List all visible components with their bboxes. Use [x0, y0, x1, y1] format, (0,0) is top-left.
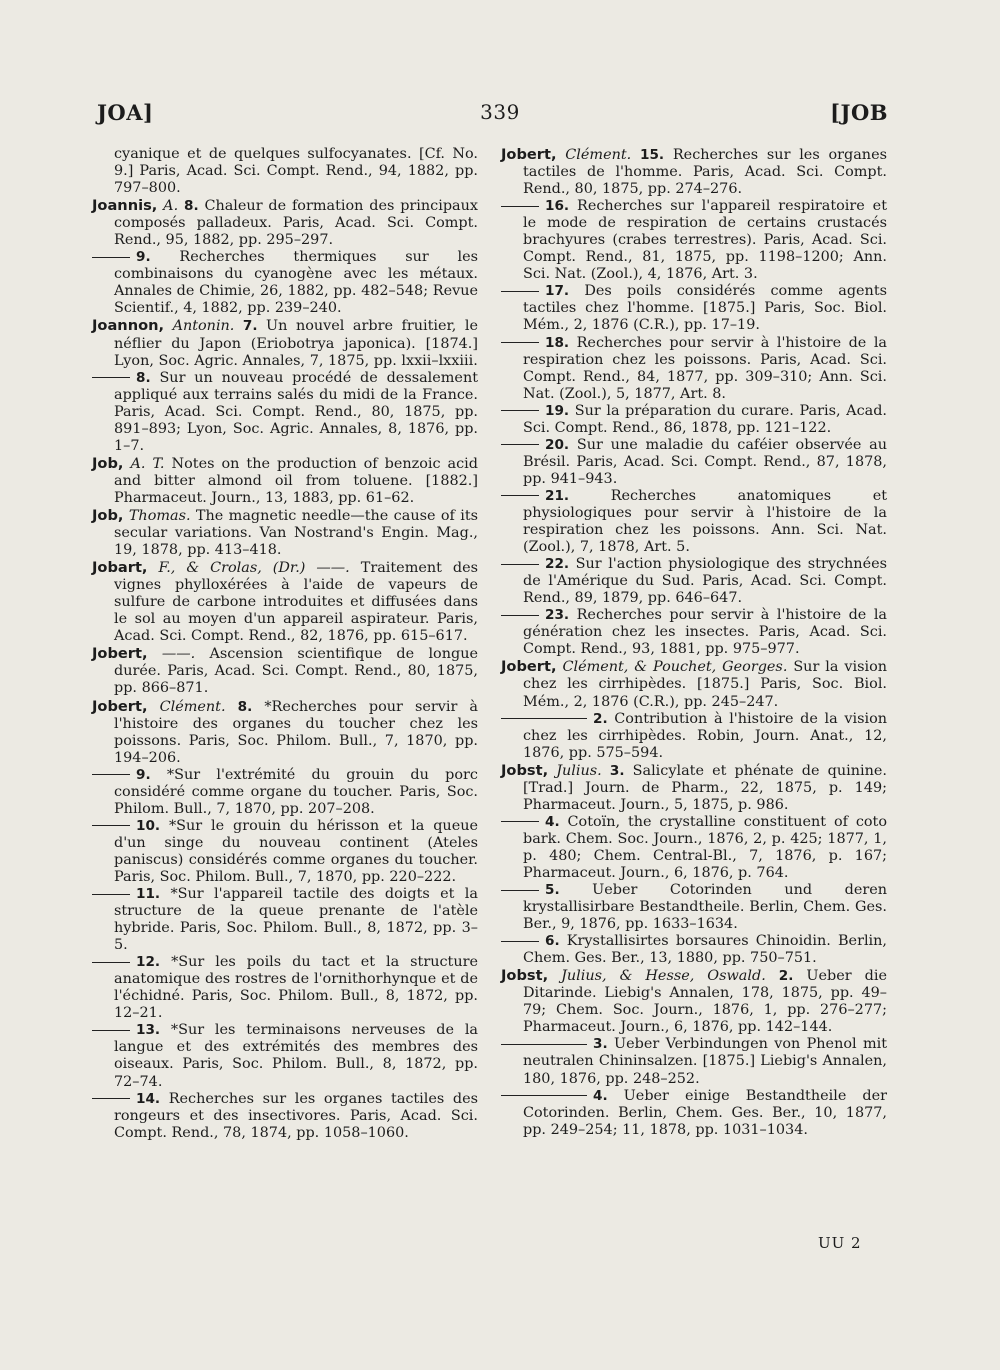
entry-text: Cotoïn, the crystalline constituent of coto bark. Chem. Soc. Journ., 1876, 2, p. 425; 1877, 1, p. 480; Chem. Central-Bl., 7, 1876, p. 167; Pharmaceut. Journ., 6, 1876, p. 764.	[523, 813, 887, 881]
entry-text: Salicylate et phénate de quinine. [Trad.] Journ. de Pharm., 22, 1875, p. 149; Pharmaceut. Journ., 5, 1875, p. 986.	[523, 762, 887, 813]
entry-number: 6.	[545, 933, 560, 950]
author-name: Jobert,	[92, 645, 148, 663]
bibliography-entry	[92, 818, 478, 886]
entry-number: 8.	[136, 369, 151, 386]
entry-number: 10.	[136, 817, 161, 834]
author-name: Job,	[92, 454, 124, 472]
entry-text: cyanique et de quelques sulfocyanates. [Cf. No. 9.] Paris, Acad. Sci. Compt. Rend., 94, 1882, pp. 797–800.	[114, 146, 478, 197]
entry-text: Krystallisirtes borsaures Chinoidin. Berlin, Chem. Ges. Ber., 13, 1880, pp. 750–751.	[523, 933, 888, 967]
entry-text: Chaleur de formation des principaux composés palladeux. Paris, Acad. Sci. Compt. Rend., 95, 1882, pp. 295–297.	[114, 198, 478, 249]
entry-text: Recherches pour servir à l'histoire de la génération chez les insectes. Paris, Acad. Sci. Compt. Rend., 93, 1881, pp. 975–977.	[523, 607, 887, 658]
entry-number: 12.	[136, 954, 161, 971]
entry-number: 14.	[136, 1090, 161, 1107]
entry-number: 7.	[242, 318, 258, 335]
bibliography-entry	[501, 762, 887, 814]
author-name: Joannis,	[92, 197, 158, 215]
running-head-left: JOA]	[97, 100, 154, 125]
entry-text: Sur la préparation du curare. Paris, Acad. Sci. Compt. Rend., 86, 1878, pp. 121–122.	[523, 402, 888, 436]
entry-text: Sur l'action physiologique des strychnées de l'Amérique du Sud. Paris, Acad. Sci. Compt. Rend., 89, 1879, pp. 646–647.	[523, 556, 887, 607]
repeat-author-dash	[501, 1095, 587, 1096]
entry-number: 21.	[545, 487, 570, 504]
repeat-author-dash	[501, 941, 539, 942]
repeat-author-dash	[92, 1098, 130, 1099]
entry-text: Ueber die Ditarinde. Liebig's Annalen, 178, 1875, pp. 49–79; Chem. Soc. Journ., 1876, 1, pp. 276–277; Pharmaceut. Journ., 6, 1876, pp. 142–144.	[523, 968, 887, 1036]
entry-text: Un nouvel arbre fruitier, le néflier du Japon (Eriobotrya japonica). [1874.] Lyon, Soc. Agric. Annales, 7, 1875, pp. lxxii–lxxiii.	[114, 318, 478, 369]
repeat-author-dash	[501, 890, 539, 891]
entry-text: Sur la vision chez les cirrhipèdes. [1875.] Paris, Soc. Biol. Mém., 2, 1876 (C.R.), pp. 245–247.	[523, 659, 887, 710]
entry-text: Sur un nouveau procédé de dessalement appliqué aux terrains salés du midi de la France. Paris, Acad. Sci. Compt. Rend., 80, 1875, pp. 891–893; Lyon, Soc. Agric. Annales, 8, 1876, pp. 1–7.	[114, 369, 478, 454]
entry-text: Recherches sur les organes tactiles des rongeurs et des insectivores. Paris, Acad. Sci. Compt. Rend., 78, 1874, pp. 1058–1060.	[114, 1090, 478, 1141]
entry-number: 3.	[593, 1036, 608, 1053]
bibliography-entry	[92, 645, 478, 697]
author-name: Jobst,	[501, 761, 549, 779]
repeat-author-dash	[92, 257, 130, 258]
repeat-author-dash	[501, 615, 539, 616]
repeat-author-dash	[92, 774, 130, 775]
entry-text: Sur une maladie du caféier observée au Brésil. Paris, Acad. Sci. Compt. Rend., 87, 1878, pp. 941–943.	[523, 436, 888, 487]
bibliography-entry	[92, 767, 478, 818]
entry-text: Des poils considérés comme agents tactiles chez l'homme. [1875.] Paris, Soc. Biol. Mém., 2, 1876 (C.R.), pp. 17–19.	[523, 283, 887, 334]
repeat-author-dash	[501, 718, 587, 719]
entry-text: Recherches pour servir à l'histoire de la respiration chez les poissons. Paris, Acad. Sci. Compt. Rend., 84, 1877, pp. 309–310; Ann. Sci. Nat. (Zool.), 5, 1877, Art. 8.	[523, 334, 887, 402]
bibliography-entry	[92, 455, 478, 507]
entry-number: 5.	[545, 882, 560, 899]
entry-number: 18.	[545, 334, 570, 351]
bibliography-entry	[501, 711, 887, 762]
author-name: Jobert,	[92, 697, 148, 715]
page-number: 339	[480, 100, 520, 124]
bibliography-entry	[92, 559, 478, 645]
entry-text: Ueber Verbindungen von Phenol mit neutralen Chininsalzen. [1875.] Liebig's Annalen, 180, 1876, pp. 248–252.	[523, 1036, 887, 1087]
bibliography-entry	[501, 437, 887, 488]
signature-mark: UU 2	[818, 1234, 862, 1252]
bibliography-entry	[501, 607, 887, 658]
bibliography-entry	[92, 249, 478, 317]
bibliography-entry	[501, 658, 887, 710]
bibliography-entry	[501, 403, 887, 437]
entry-text: Ascension scientifique de longue durée. Paris, Acad. Sci. Compt. Rend., 80, 1875, pp. 866–871.	[114, 646, 478, 697]
bibliography-entry	[92, 197, 478, 249]
entry-number: 15.	[639, 147, 665, 163]
author-given-name: F., & Crolas, (Dr.) ——.	[158, 560, 350, 577]
repeat-author-dash	[501, 291, 539, 292]
bibliography-entry	[501, 1088, 887, 1139]
author-name: Jobert,	[501, 658, 557, 676]
entry-number: 3.	[609, 762, 625, 779]
entry-text: Contribution à l'histoire de la vision chez les cirrhipèdes. Robin, Journ. Anat., 12, 1876, pp. 575–594.	[523, 710, 888, 761]
repeat-author-dash	[501, 1044, 587, 1045]
entry-number: 13.	[136, 1022, 161, 1039]
author-given-name: Julius.	[556, 762, 602, 779]
entry-text: Ueber einige Bestandtheile der Cotorinden. Berlin, Chem. Ges. Ber., 10, 1877, pp. 249–254; 11, 1878, pp. 1031–1034.	[523, 1087, 887, 1138]
repeat-author-dash	[92, 1030, 130, 1031]
entry-number: 4.	[545, 813, 560, 830]
entry-text: Traitement des vignes phylloxérées à l'aide de vapeurs de sulfure de carbone introduites et diffusées dans le sol au moyen d'un appareil aspirateur. Paris, Acad. Sci. Compt. Rend., 82, 1876, pp. 615–617.	[114, 560, 478, 645]
author-name: Jobart,	[92, 559, 148, 577]
entry-text: The magnetic needle—the cause of its secular variations. Van Nostrand's Engin. Mag., 19, 1878, pp. 413–418.	[114, 507, 478, 559]
author-given-name: Clément, & Pouchet, Georges.	[562, 659, 788, 676]
entry-number: 19.	[545, 402, 570, 419]
entry-text: Recherches anatomiques et physiologiques pour servir à l'histoire de la respiration chez les poissons. Ann. Sci. Nat. (Zool.), 7, 1878, Art. 5.	[523, 487, 888, 556]
bibliography-entry	[92, 1022, 478, 1090]
bibliography-entry	[501, 488, 887, 556]
bibliography-entry	[501, 198, 887, 283]
bibliography-entry	[501, 967, 887, 1036]
entry-number: 2.	[593, 710, 608, 727]
author-name: Jobst,	[501, 967, 549, 985]
entry-number: 22.	[545, 556, 570, 573]
entry-number: 17.	[545, 283, 570, 300]
bibliography-entry	[501, 335, 887, 403]
entry-number: 9.	[136, 766, 151, 783]
left-column	[92, 146, 478, 1142]
repeat-author-dash	[92, 825, 130, 826]
bibliography-entry	[92, 507, 478, 559]
bibliography-entry	[501, 146, 887, 198]
repeat-author-dash	[501, 564, 539, 565]
bibliography-entry	[92, 1091, 478, 1142]
entry-text: *Sur l'extrémité du grouin du porc considéré comme organe du toucher. Paris, Soc. Philom. Bull., 7, 1870, pp. 207–208.	[114, 766, 478, 817]
entry-text: *Sur l'appareil tactile des doigts et la structure de la queue prenante de l'atèle hybride. Paris, Soc. Philom. Bull., 8, 1872, pp. 3–5.	[114, 886, 478, 954]
repeat-author-dash	[501, 444, 539, 445]
bibliography-entry	[501, 556, 887, 607]
entry-text: Ueber Cotorinden und deren krystallisirbare Bestandtheile. Berlin, Chem. Ges. Ber., 9, 1876, pp. 1633–1634.	[523, 882, 887, 933]
bibliography-entry	[501, 933, 887, 967]
bibliography-entry	[501, 283, 887, 334]
entry-text: *Sur les poils du tact et la structure anatomique des rostres de l'ornithorhynque et de l'échidné. Paris, Soc. Philom. Bull., 8, 1872, pp. 12–21.	[114, 954, 478, 1022]
bibliography-entry	[501, 814, 887, 882]
repeat-author-dash	[501, 206, 539, 207]
entry-text: Recherches thermiques sur les combinaisons du cyanogène avec les métaux. Annales de Chimie, 26, 1882, pp. 482–548; Revue Scientif., 4, 1882, pp. 239–240.	[114, 249, 479, 317]
repeat-author-dash	[92, 377, 130, 378]
author-name: Job,	[92, 506, 124, 524]
entry-number: 11.	[136, 886, 161, 903]
author-given-name: Clément.	[159, 698, 226, 715]
bibliography-entry	[92, 317, 478, 369]
bibliography-entry	[92, 954, 478, 1022]
entry-text: Recherches sur les organes tactiles de l'homme. Paris, Acad. Sci. Compt. Rend., 80, 1875, pp. 274–276.	[523, 147, 887, 198]
author-given-name: Antonin.	[172, 318, 235, 335]
entry-text: Notes on the production of benzoic acid and bitter almond oil from toluene. [1882.] Pharmaceut. Journ., 13, 1883, pp. 61–62.	[114, 455, 478, 506]
entry-text: *Recherches pour servir à l'histoire des organes du toucher chez les poissons. Paris, Soc. Philom. Bull., 7, 1870, pp. 194–206.	[114, 698, 479, 766]
bibliography-entry	[92, 370, 478, 455]
repeat-author-dash	[501, 410, 539, 411]
entry-number: 8.	[183, 198, 199, 215]
author-given-name: ——.	[161, 646, 196, 663]
author-given-name: Julius, & Hesse, Oswald.	[561, 968, 766, 985]
bibliography-entry	[92, 886, 478, 954]
author-name: Joannon,	[92, 317, 165, 335]
running-head-right: [JOB	[830, 100, 888, 125]
right-column	[501, 146, 887, 1139]
entry-number: 23.	[545, 607, 570, 624]
entry-number: 2.	[778, 968, 794, 985]
entry-text: Recherches sur l'appareil respiratoire et le mode de respiration de certains crustacés brachyures (crabes terrestres). Paris, Acad. Sci. Compt. Rend., 81, 1875, pp. 1198–1200; Ann. Sci. Nat. (Zool.), 4, 1876, Art. 3.	[523, 198, 887, 283]
author-given-name: A.	[163, 198, 179, 215]
bibliography-entry	[92, 146, 478, 197]
entry-text: *Sur les terminaisons nerveuses de la langue et des extrémités des membres des oiseaux. Paris, Soc. Philom. Bull., 8, 1872, pp. 72–74.	[114, 1022, 478, 1090]
repeat-author-dash	[92, 894, 130, 895]
author-given-name: Thomas.	[128, 507, 191, 524]
bibliography-entry	[92, 698, 478, 767]
entry-number: 20.	[545, 436, 570, 453]
entry-number: 4.	[593, 1087, 608, 1104]
repeat-author-dash	[501, 821, 539, 822]
bibliography-entry	[501, 1036, 887, 1087]
entry-text: *Sur le grouin du hérisson et la queue d'un singe du nouveau continent (Ateles paniscus) considérés comme organes du toucher. Paris, Soc. Philom. Bull., 7, 1870, pp. 220–222.	[114, 817, 478, 885]
author-given-name: A. T.	[130, 455, 165, 472]
author-given-name: Clément.	[565, 147, 632, 163]
bibliography-entry	[501, 882, 887, 933]
repeat-author-dash	[501, 342, 539, 343]
entry-number: 16.	[545, 198, 570, 215]
repeat-author-dash	[92, 962, 130, 963]
repeat-author-dash	[501, 495, 539, 496]
author-name: Jobert,	[501, 146, 557, 163]
entry-number: 8.	[237, 698, 253, 715]
entry-number: 9.	[136, 249, 151, 266]
